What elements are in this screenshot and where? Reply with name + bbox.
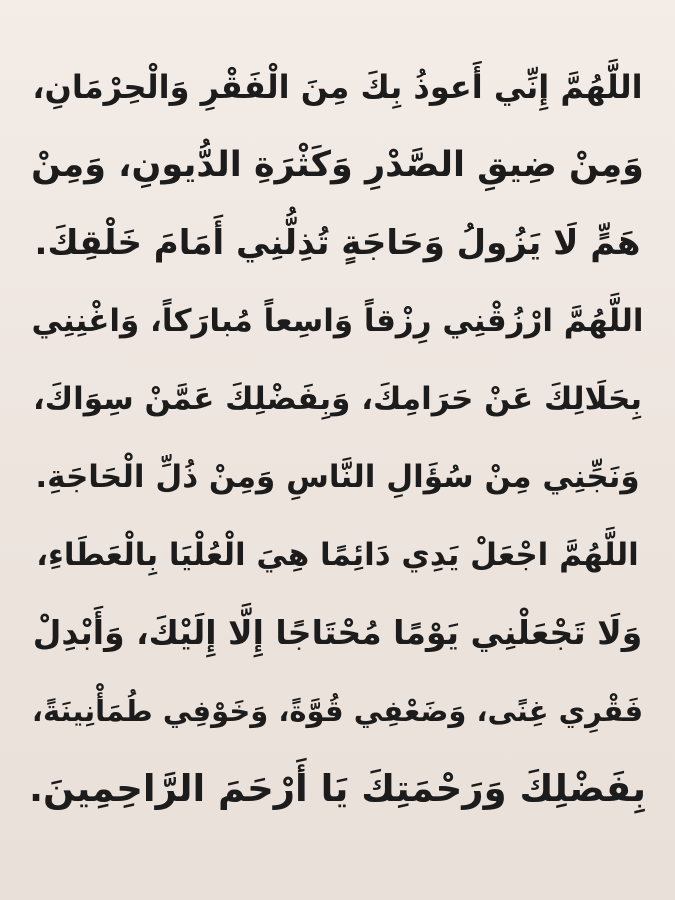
- text-line-7: اللَّهُمَّ اجْعَلْ يَدِي دَائِمًا هِيَ الْعُلْيَا بِالْعَطَاءِ،: [36, 537, 639, 573]
- text-line-6: وَنَجِّنِي مِنْ سُؤَالِ النَّاسِ وَمِنْ ذُلِّ الْحَاجَةِ.: [35, 459, 640, 495]
- text-line-8: وَلَا تَجْعَلْنِي يَوْمًا مُحْتَاجًا إِلَّا إِلَيْكَ، وَأَبْدِلْ: [32, 613, 643, 652]
- text-line-9: فَقْرِي غِنًى، وَضَعْفِي قُوَّةً، وَخَوْفِي طُمَأْنِينَةً،: [31, 694, 644, 728]
- text-line-3: هَمٍّ لَا يَزُولُ وَحَاجَةٍ تُذِلُّنِي أَمَامَ خَلْقِكَ.: [34, 223, 641, 263]
- supplication-text: [28, 48, 647, 828]
- text-line-5: بِحَلَالِكَ عَنْ حَرَامِكَ، وَبِفَضْلِكَ عَمَّنْ سِوَاكَ،: [32, 381, 643, 417]
- text-line-2: وَمِنْ ضِيقِ الصَّدْرِ وَكَثْرَةِ الدُّيونِ، وَمِنْ: [31, 145, 644, 185]
- text-line-1: اللَّهُمَّ إِنِّي أَعوذُ بِكَ مِنَ الْفَقْرِ وَالْحِرْمَانِ،: [32, 68, 643, 106]
- text-line-4: اللَّهُمَّ ارْزُقْنِي رِزْقاً وَاسِعاً مُبارَكاً، وَاغْنِنِي: [31, 303, 644, 339]
- text-line-10: بِفَضْلِكَ وَرَحْمَتِكَ يَا أَرْحَمَ الرَّاحِمِينَ.: [28, 767, 647, 810]
